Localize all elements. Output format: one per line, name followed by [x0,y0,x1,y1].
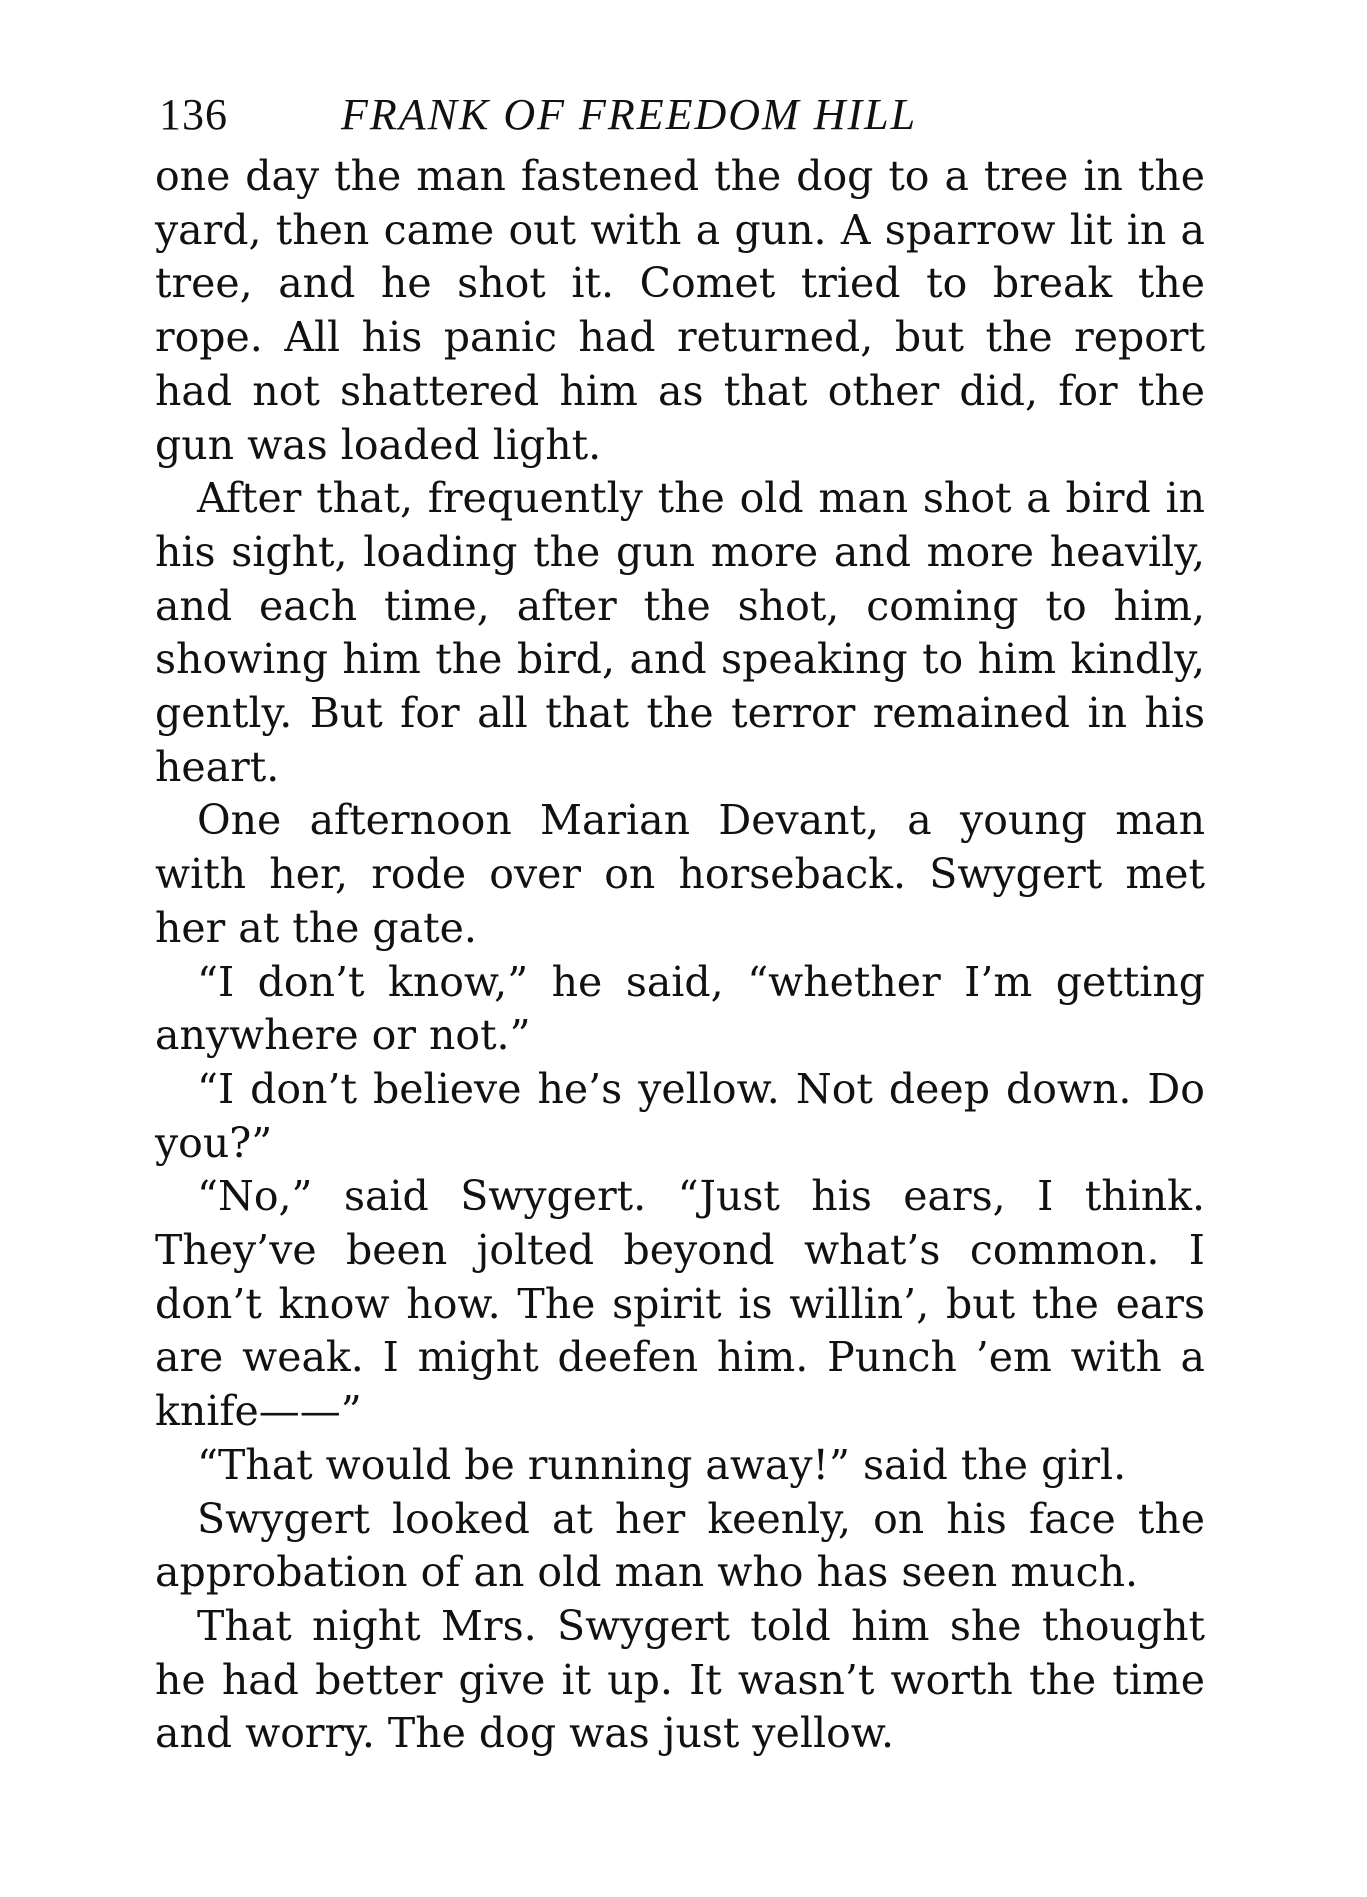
paragraph: “I don’t believe he’s yellow. Not deep down. Do you?” [155,1064,1205,1167]
paragraph: After that, frequently the old man shot a bird in his sight, loading the gun more and more heavily, and each time, after the shot, coming to him, showing him the bird, and speaking to him kindly, gently. But for all that the terror remained in his heart. [155,474,1205,791]
page-number: 136 [159,90,228,139]
book-page [155,80,1205,1761]
paragraph: one day the man fastened the dog to a tree in the yard, then came out with a gun. A sparrow lit in a tree, and he shot it. Comet tried to break the rope. All his panic had returned, but the report had not shattered him as that other did, for the gun was loaded light. [155,152,1205,469]
paragraph: “That would be running away!” said the girl. [197,1440,1127,1489]
body-text [155,150,1205,1761]
paragraph: “I don’t know,” he said, “whether I’m getting anywhere or not.” [155,957,1205,1060]
paragraph: “No,” said Swygert. “Just his ears, I think. They’ve been jolted beyond what’s common. I don’t know how. The spirit is willin’, but the ears are weak. I might deefen him. Punch ’em with a knife——” [155,1172,1205,1436]
paragraph: One afternoon Marian Devant, a young man with her, rode over on horseback. Swygert met her at the gate. [155,796,1205,952]
running-head [155,80,1205,150]
paragraph: That night Mrs. Swygert told him she thought he had better give it up. It wasn’t worth the time and worry. The dog was just yellow. [155,1601,1205,1758]
book-title: FRANK OF FREEDOM HILL [341,90,918,139]
paragraph: Swygert looked at her keenly, on his face the approbation of an old man who has seen much. [155,1494,1205,1597]
